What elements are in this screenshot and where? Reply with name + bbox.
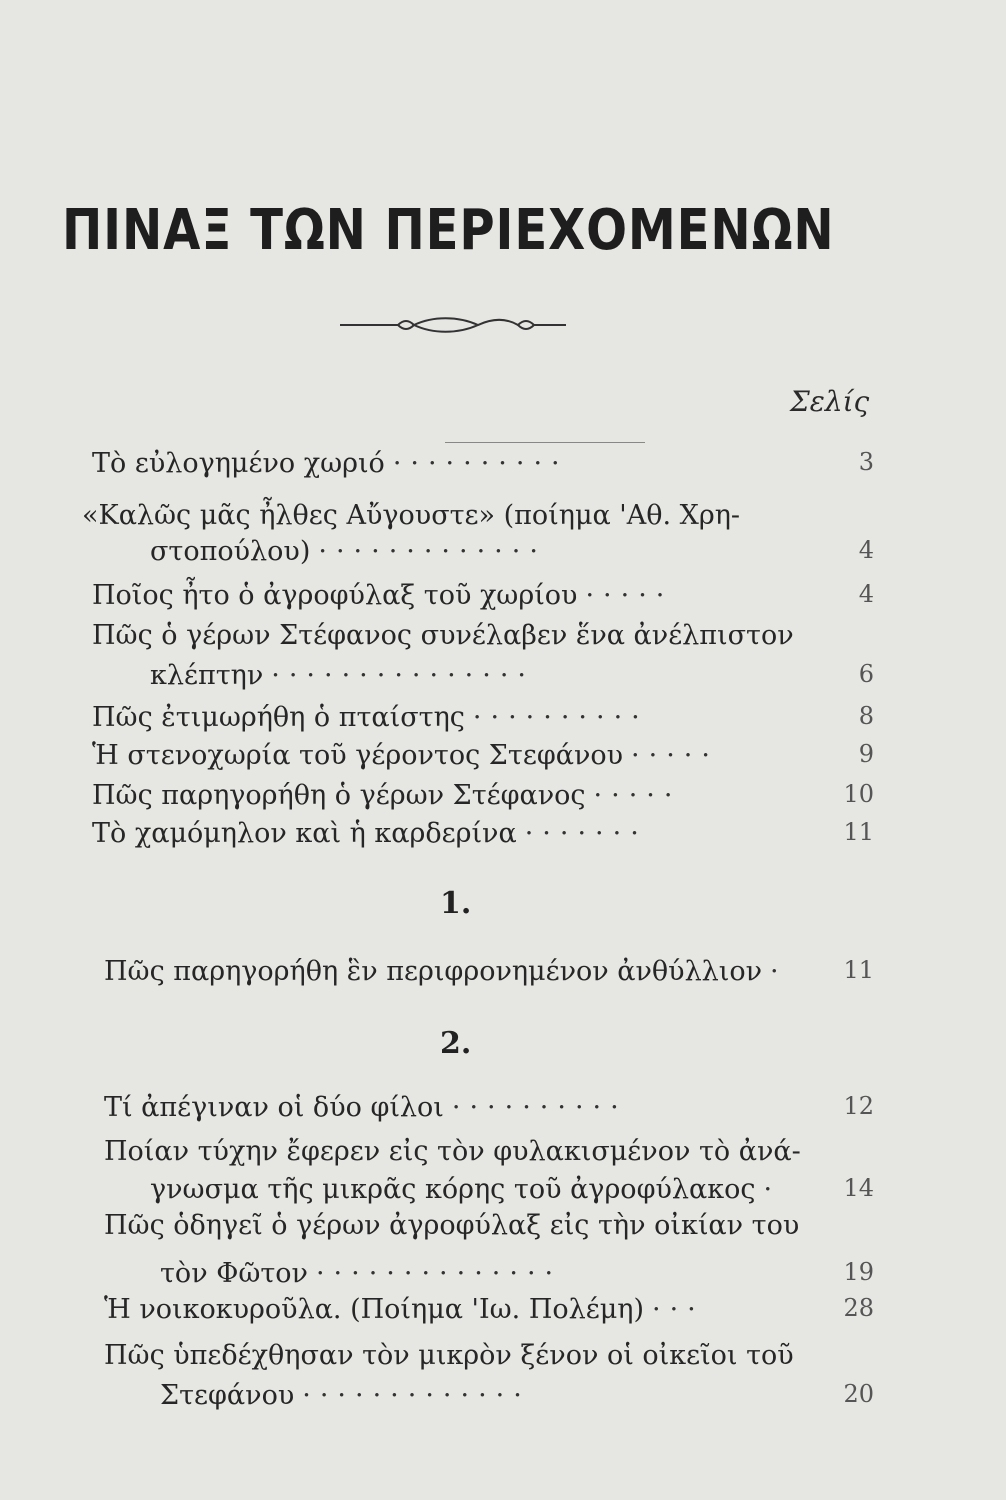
entry-title: γνωσμα τῆς μικρᾶς κόρης τοῦ ἀγροφύλακος xyxy=(150,1174,756,1205)
entry-page: 8 xyxy=(858,702,874,730)
entry-title: Τὸ εὐλογημένο χωριό xyxy=(92,448,385,479)
entry-title: Πῶς παρηγορήθη ἓν περιφρονημένον ἀνθύλλιον xyxy=(104,956,763,987)
entry-page: 9 xyxy=(858,740,874,768)
toc-entry xyxy=(0,500,1006,540)
entry-title: Πῶς παρηγορήθη ὁ γέρων Στέφανος xyxy=(92,780,586,811)
entry-title: Ἡ στενοχωρία τοῦ γέροντος Στεφάνου xyxy=(92,740,624,771)
entry-title: Ἡ νοικοκυροῦλα. (Ποίημα 'Ιω. Πολέμη) xyxy=(104,1294,644,1325)
entry-page: 12 xyxy=(843,1092,874,1120)
entry-title: Ποῖος ἦτο ὁ ἀγροφύλαξ τοῦ χωρίου xyxy=(92,580,578,611)
toc-entry-continuation: στοπούλου) ············· 4 xyxy=(150,536,874,567)
toc-entry: Τί ἀπέγιναν οἱ δύο φίλοι ·········· 12 xyxy=(104,1092,874,1123)
section-number: 1. xyxy=(440,886,472,921)
ornament-divider-icon xyxy=(338,310,568,340)
toc-entry: Τὸ χαμόμηλον καὶ ἡ καρδερίνα ······· 11 xyxy=(92,818,874,849)
entry-title: Τί ἀπέγιναν οἱ δύο φίλοι xyxy=(104,1092,444,1123)
entry-page: 14 xyxy=(843,1174,874,1202)
page-title: ΠΙΝΑΞ ΤΩΝ ΠΕΡΙΕΧΟΜΕΝΩΝ xyxy=(62,198,835,263)
toc-entry-continuation: γνωσμα τῆς μικρᾶς κόρης τοῦ ἀγροφύλακος · 14 xyxy=(150,1174,874,1205)
page-column-header: Σελίς xyxy=(790,385,870,418)
toc-entry: Πῶς παρηγορήθη ἓν περιφρονημένον ἀνθύλλιον · 11 xyxy=(104,956,874,987)
toc-entry xyxy=(0,620,1006,660)
entry-page: 10 xyxy=(843,780,874,808)
entry-title: Στεφάνου xyxy=(160,1380,295,1411)
toc-entry: Ἡ νοικοκυροῦλα. (Ποίημα 'Ιω. Πολέμη) ··· 28 xyxy=(104,1294,874,1325)
entry-title: Τὸ χαμόμηλον καὶ ἡ καρδερίνα xyxy=(92,818,517,849)
toc-entry-continuation: τὸν Φῶτον ·············· 19 xyxy=(160,1258,874,1289)
entry-page: 11 xyxy=(843,956,874,984)
entry-title: στοπούλου) xyxy=(150,536,311,567)
entry-title: Πῶς ἐτιμωρήθη ὁ πταίστης xyxy=(92,702,465,733)
entry-title: Πῶς ὁ γέρων Στέφανος συνέλαβεν ἕνα ἀνέλπιστον xyxy=(92,620,794,651)
divider xyxy=(445,442,645,443)
toc-entry: Πῶς παρηγορήθη ὁ γέρων Στέφανος ····· 10 xyxy=(92,780,874,811)
toc-entry-continuation: Στεφάνου ············· 20 xyxy=(160,1380,874,1411)
toc-entry: Ἡ στενοχωρία τοῦ γέροντος Στεφάνου ····· 9 xyxy=(92,740,874,771)
toc-entry: Ποῖος ἦτο ὁ ἀγροφύλαξ τοῦ χωρίου ····· 4 xyxy=(92,580,874,611)
toc-entry xyxy=(0,1136,1006,1176)
entry-title: «Καλῶς μᾶς ἦλθες Αὔγουστε» (ποίημα 'Αθ. Χρη- xyxy=(82,500,741,531)
entry-page: 20 xyxy=(843,1380,874,1408)
section-number: 2. xyxy=(440,1026,472,1061)
entry-title: Πῶς ὁδηγεῖ ὁ γέρων ἀγροφύλαξ εἰς τὴν οἰκίαν του xyxy=(104,1210,800,1241)
toc-entry: Πῶς ἐτιμωρήθη ὁ πταίστης ·········· 8 xyxy=(92,702,874,733)
toc-entry: Τὸ εὐλογημένο χωριό ·········· 3 xyxy=(92,448,874,479)
toc-entry xyxy=(0,1340,1006,1380)
entry-title: Ποίαν τύχην ἔφερεν εἰς τὸν φυλακισμένον τὸ ἀνά- xyxy=(104,1136,801,1167)
entry-page: 28 xyxy=(843,1294,874,1322)
toc-entry xyxy=(0,1210,1006,1250)
entry-page: 4 xyxy=(858,580,874,608)
entry-page: 19 xyxy=(843,1258,874,1286)
entry-title: κλέπτην xyxy=(150,660,264,691)
entry-page: 4 xyxy=(858,536,874,564)
entry-page: 3 xyxy=(858,448,874,476)
entry-title: Πῶς ὑπεδέχθησαν τὸν μικρὸν ξένον οἱ οἰκεῖοι τοῦ xyxy=(104,1340,794,1371)
entry-page: 6 xyxy=(858,660,874,688)
entry-title: τὸν Φῶτον xyxy=(160,1258,308,1289)
toc-entry-continuation: κλέπτην ··············· 6 xyxy=(150,660,874,691)
entry-page: 11 xyxy=(843,818,874,846)
